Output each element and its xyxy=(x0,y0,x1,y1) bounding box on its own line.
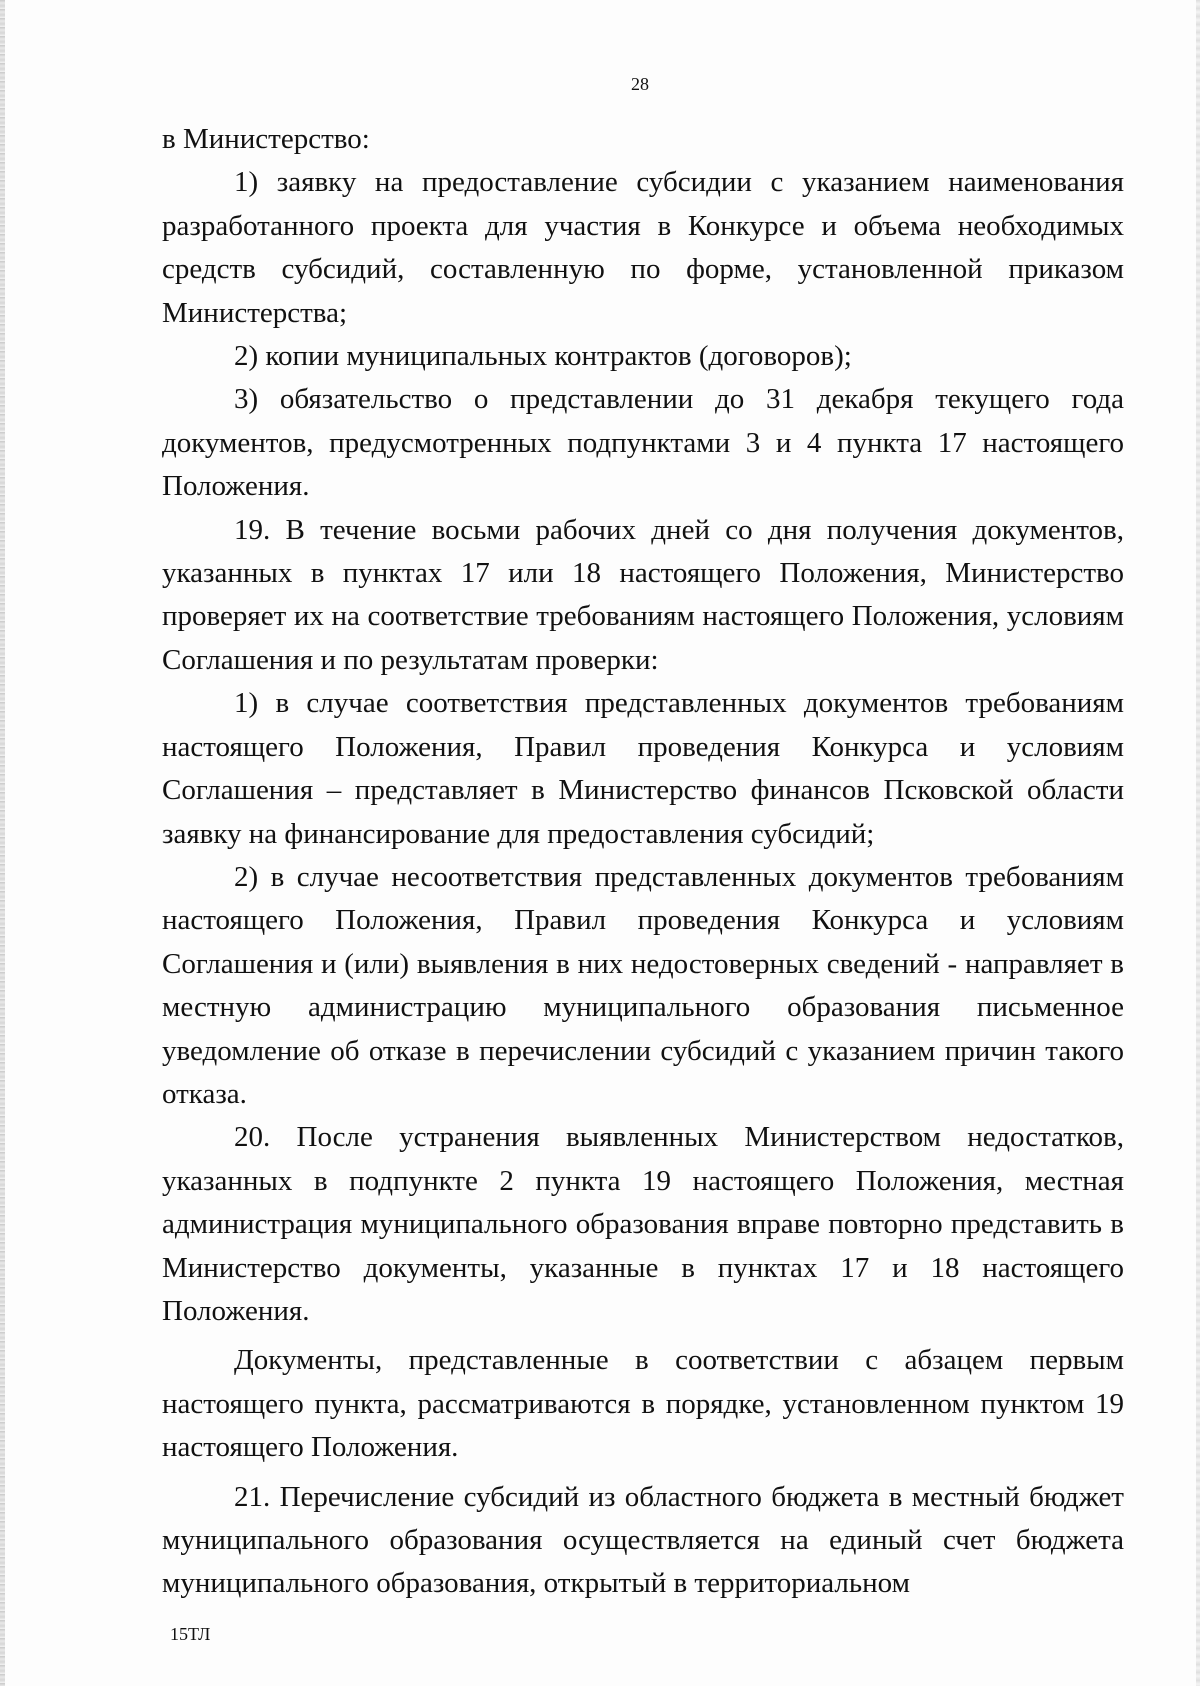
paragraph-item-3-obligation: 3) обязательство о представлении до 31 декабря текущего года документов, предусмотренных подпунктами 3 и 4 пункта 17 настоящего Положения. xyxy=(162,383,1124,503)
paragraph-clause-20: 20. После устранения выявленных Министерством недостатков, указанных в подпункте 2 пункта 19 настоящего Положения, местная администрация муниципального образования вправе повторно представить в Министерство документы, указанные в пунктах 17 и 18 настоящего Положения. xyxy=(162,1121,1124,1327)
paragraph-item-1-application: 1) заявку на предоставление субсидии с указанием наименования разработанного проекта для участия в Конкурсе и объема необходимых средств субсидий, составленную по форме, установленной приказом Министерства; xyxy=(162,166,1124,329)
paragraph-item-2-contracts: 2) копии муниципальных контрактов (договоров); xyxy=(234,340,852,373)
paragraph-clause-19: 19. В течение восьми рабочих дней со дня получения документов, указанных в пунктах 17 или 18 настоящего Положения, Министерство проверяет их на соответствие требованиям настоящего Положения, условиям Соглашения и по результатам проверки: xyxy=(162,513,1124,676)
paragraph-clause-19-item-2: 2) в случае несоответствия представленных документов требованиям настоящего Положения, Правил проведения Конкурса и условиям Соглашения и (или) выявления в них недостоверных сведений - направляет в местную администрацию муниципального образования письменное уведомление об отказе в перечислении субсидий с указанием причин такого отказа. xyxy=(162,860,1124,1110)
document-body xyxy=(162,118,1124,1606)
footer-code: 15ТЛ xyxy=(170,1624,211,1644)
paragraph-clause-21: 21. Перечисление субсидий из областного бюджета в местный бюджет муниципального образования осуществляется на единый счет бюджета муниципального образования, открытый в территориальном xyxy=(162,1480,1124,1600)
page-number: 28 xyxy=(631,74,649,94)
paragraph-clause-20-documents: Документы, представленные в соответствии с абзацем первым настоящего пункта, рассматриваются в порядке, установленном пунктом 19 настоящего Положения. xyxy=(162,1344,1124,1464)
scan-left-edge xyxy=(0,0,5,1686)
scan-right-edge xyxy=(1196,0,1200,1686)
paragraph-clause-19-item-1: 1) в случае соответствия представленных документов требованиям настоящего Положения, Правил проведения Конкурса и условиям Соглашения – представляет в Министерство финансов Псковской области заявку на финансирование для предоставления субсидий; xyxy=(162,687,1124,850)
paragraph-ministry: в Министерство: xyxy=(162,123,370,155)
